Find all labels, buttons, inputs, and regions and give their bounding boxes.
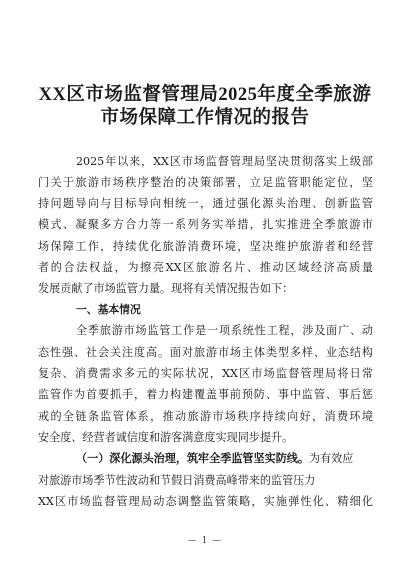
subsection1-line-2: 对旅游市场季节性波动和节假日消费高峰带来的监管压力 [38,474,316,487]
section1-line-1: 全季旅游市场监管工作是一项系统性工程，涉及面广、动 [76,324,373,337]
subsection1-first-line-rest: 为有效应 [308,452,354,465]
intro-line-1: 2025年以来，XX区市场监督管理局坚决贯彻落实上级部 [76,155,373,168]
section1-line-2: 态性强、社会关注度高。面对旅游市场主体类型多样、业态结构 [38,346,373,359]
document-title-line-2: 市场保障工作情况的报告 [100,108,310,128]
intro-line-6: 者的合法权益，为擦亮XX区旅游名片、推动区域经济高质量 [38,261,373,274]
intro-line-5: 场保障工作，持续优化旅游消费环境，坚决维护旅游者和经营 [38,240,373,253]
section1-line-5: 戒的全链条监管体系，推动旅游市场秩序持续向好，消费环境 [38,410,373,423]
page-number: — 1 — [187,536,223,546]
subsection1-line-3: XX区市场监督管理局动态调整监管策略，实施弹性化、精细化 [38,495,373,508]
intro-line-2: 门关于旅游市场秩序整治的决策部署，立足监管职能定位，坚 [38,176,373,189]
intro-line-4: 模式、凝聚多方合力等一系列务实举措，扎实推进全季旅游市 [38,218,373,231]
section-heading-basic-situation: 一、基本情况 [76,303,141,316]
document-title-line-1: XX区市场监督管理局2025年度全季旅游 [38,85,372,105]
intro-line-7: 发展贡献了市场监管力量。现将有关情况报告如下： [38,282,294,295]
section1-line-4: 监管作为首要抓手，着力构建覆盖事前预防、事中监管、事后惩 [38,388,373,401]
section1-line-3: 复杂、消费需求多元的实际状况，XX区市场监督管理局将日常 [38,367,373,380]
subsection-heading-source-governance: （一）深化源头治理，筑牢全季监管坚实防线。 [76,452,309,465]
subsection1-first-line [76,452,373,466]
intro-line-3: 持问题导向与目标导向相统一，通过强化源头治理、创新监管 [38,197,373,210]
section1-line-6: 安全度、经营者诚信度和游客满意度实现同步提升。 [38,431,294,444]
